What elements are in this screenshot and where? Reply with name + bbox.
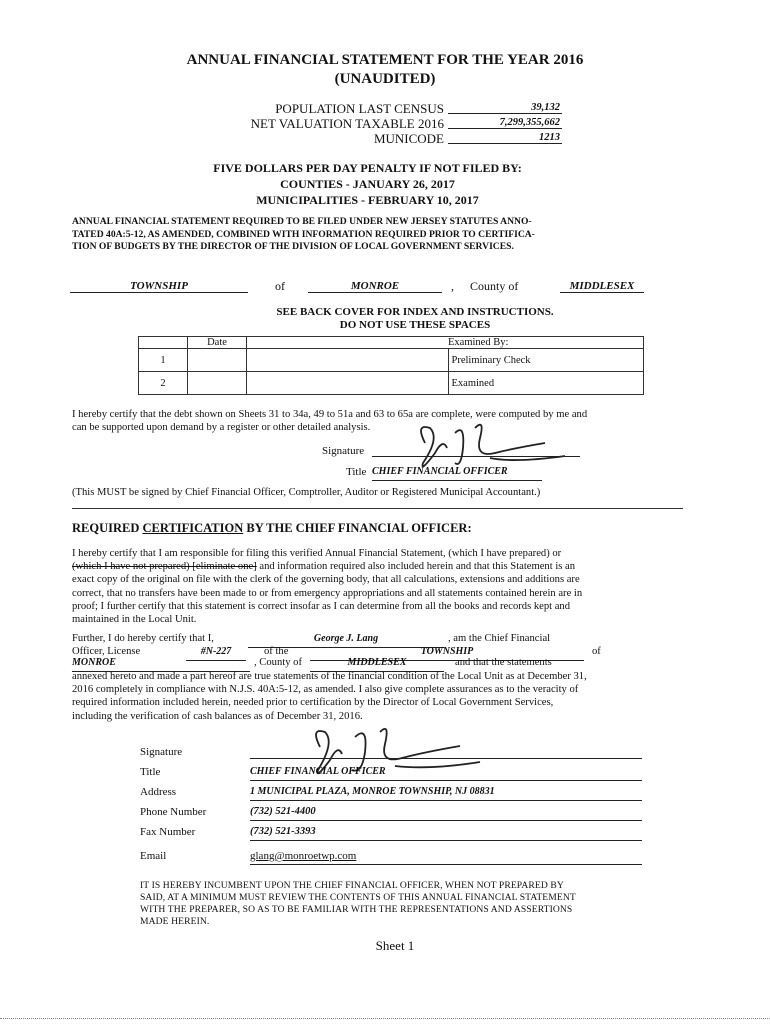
required-para-1-line: correct, that no transfers have been made to or from emergency appropriations and all statements contained herein are in (72, 587, 583, 599)
required-para-2 (72, 670, 684, 723)
email-label: Email (140, 850, 167, 862)
county-value: MIDDLESEX (310, 657, 444, 672)
county-of-text: , County of (254, 657, 302, 668)
instructions-line-2: DO NOT USE THESE SPACES (339, 319, 491, 331)
contact-title-label: Title (140, 766, 161, 778)
exam-row-num: 1 (139, 349, 188, 372)
fax-label: Fax Number (140, 826, 196, 838)
email-value[interactable] (250, 850, 642, 865)
contact-signature-label: Signature (140, 746, 183, 758)
fax-value: (732) 521-3393 (250, 826, 642, 841)
of-text: of (592, 646, 601, 657)
officer-license-label: Officer, License (72, 646, 141, 657)
municode-value: 1213 (448, 132, 562, 144)
exam-table-blank-header (139, 337, 188, 349)
required-para-2-line: annexed hereto and made a part hereof are true statements of the financial condition of the Local Unit as at December 31, (72, 671, 587, 682)
required-para-1-line (72, 560, 684, 573)
address-label: Address (140, 786, 177, 798)
valuation-value: 7,299,355,662 (448, 117, 562, 129)
sheet-number: Sheet 1 (375, 938, 415, 953)
exam-blank-header (247, 337, 449, 349)
unit-type-value: TOWNSHIP (310, 646, 584, 661)
municode-label: MUNICODE (373, 131, 444, 146)
unit-name: MONROE (308, 280, 442, 293)
required-heading-pre: REQUIRED (72, 521, 143, 535)
incumbent-line: MADE HEREIN. (140, 916, 210, 927)
debt-cert-text (72, 408, 692, 434)
required-para-1-line: I hereby certify that I am responsible for filing this verified Annual Financial Statement, (which I have prepared) or (72, 548, 562, 559)
debt-cert-note: (This MUST be signed by Chief Financial Officer, Comptroller, Auditor or Registered Municipal Accountant.) (72, 487, 541, 498)
statute-notice (72, 216, 692, 254)
unit-type: TOWNSHIP (70, 280, 248, 293)
document-title: ANNUAL FINANCIAL STATEMENT FOR THE YEAR 2016 (186, 52, 584, 68)
cfo-name: George J. Lang (248, 633, 444, 648)
population-value: 39,132 (448, 102, 562, 114)
required-para-1-line: exact copy of the original on file with the clerk of the governing body, that all calculations, extensions and additions are (72, 574, 580, 586)
county-name: MIDDLESEX (560, 280, 644, 293)
exam-row-date[interactable] (188, 372, 247, 395)
exam-row-num: 2 (139, 372, 188, 395)
further-certify-text: Further, I do hereby certify that I, (72, 633, 214, 644)
license-number: #N-227 (186, 646, 246, 661)
eliminated-text: (which I have not prepared) [eliminate one] (72, 561, 257, 573)
required-para-2-line: including the verification of cash balances as of December 31, 2016. (72, 710, 363, 722)
contact-title-value: CHIEF FINANCIAL OFFICER (250, 766, 642, 781)
exam-row-label: Examined (448, 372, 644, 395)
penalty-line-2: COUNTIES - JANUARY 26, 2017 (280, 177, 455, 191)
phone-value: (732) 521-4400 (250, 806, 642, 821)
required-para-1-line: maintained in the Local Unit. (72, 614, 197, 626)
required-cert-heading (72, 521, 472, 536)
am-cfo-text: , am the Chief Financial (448, 633, 551, 644)
exam-row-date[interactable] (188, 349, 247, 372)
exam-row-examiner[interactable] (247, 372, 449, 395)
unit-name-value: MONROE (72, 657, 250, 672)
phone-label: Phone Number (140, 806, 207, 818)
statute-line-3: TION OF BUDGETS BY THE DIRECTOR OF THE DIVISION OF LOCAL GOVERNMENT SERVICES. (72, 241, 514, 252)
debt-signature-label: Signature (322, 445, 365, 457)
exam-date-header: Date (188, 337, 247, 349)
exam-table (138, 336, 644, 395)
debt-cert-line-1: I hereby certify that the debt shown on Sheets 31 to 34a, 49 to 51a and 63 to 65a are complete, were computed by me and (72, 409, 588, 420)
incumbent-notice (140, 880, 642, 928)
required-heading-underlined: CERTIFICATION (142, 521, 244, 535)
exam-row-examiner[interactable] (247, 349, 449, 372)
population-label: POPULATION LAST CENSUS (275, 101, 444, 116)
of-the-text: of the (264, 646, 289, 657)
statute-line-1: ANNUAL FINANCIAL STATEMENT REQUIRED TO BE FILED UNDER NEW JERSEY STATUTES ANNO- (72, 216, 532, 227)
required-heading-post: BY THE CHIEF FINANCIAL OFFICER: (243, 521, 472, 535)
penalty-line-3: MUNICIPALITIES - FEBRUARY 10, 2017 (256, 193, 479, 207)
required-para-1-line: proof; I further certify that this statement is correct insofar as I can determine from all the books and records kept and (72, 600, 571, 612)
unit-of: of (275, 279, 285, 293)
section-divider (72, 508, 683, 509)
document-subtitle: (UNAUDITED) (334, 71, 436, 87)
instructions-line-1: SEE BACK COVER FOR INDEX AND INSTRUCTIONS. (276, 306, 554, 318)
email-link[interactable]: glang@monroetwp.com (250, 850, 357, 862)
page-bottom-edge (0, 1018, 770, 1019)
debt-title-label: Title (346, 466, 367, 478)
penalty-line-1: FIVE DOLLARS PER DAY PENALTY IF NOT FILED BY: (213, 161, 522, 175)
debt-cert-line-2: can be supported upon demand by a register or other detailed analysis. (72, 422, 371, 434)
debt-title-value: CHIEF FINANCIAL OFFICER (372, 466, 542, 481)
exam-row-label: Preliminary Check (448, 349, 644, 372)
incumbent-line: IT IS HEREBY INCUMBENT UPON THE CHIEF FINANCIAL OFFICER, WHEN NOT PREPARED BY (140, 880, 564, 891)
and-that-text: and that the statements (455, 657, 552, 668)
address-value: 1 MUNICIPAL PLAZA, MONROE TOWNSHIP, NJ 08831 (250, 786, 642, 801)
statute-line-2: TATED 40A:5-12, AS AMENDED, COMBINED WITH INFORMATION REQUIRED PRIOR TO CERTIFICA- (72, 228, 535, 240)
unit-comma: , (451, 279, 454, 293)
incumbent-line: SAID, AT A MINIMUM MUST REVIEW THE CONTENTS OF THIS ANNUAL FINANCIAL STATEMENT (140, 892, 576, 903)
required-para-1 (72, 547, 684, 626)
valuation-label: NET VALUATION TAXABLE 2016 (250, 116, 444, 131)
required-para-2-line: required information included herein, needed prior to certification by the Director of Local Government Services, (72, 697, 554, 709)
county-label: County of (470, 279, 519, 293)
exam-examined-header: Examined By: (448, 337, 644, 349)
required-para-2-line: 2016 completely in compliance with N.J.S. 40A:5-12, as amended. I also give complete assurances as to the veracity of (72, 684, 579, 696)
incumbent-line: WITH THE PREPARER, SO AS TO BE FAMILIAR WITH THE REPRESENTATIONS AND ASSERTIONS (140, 904, 573, 915)
required-para-1-text: and information required also included herein and that this Statement is an (256, 561, 576, 573)
